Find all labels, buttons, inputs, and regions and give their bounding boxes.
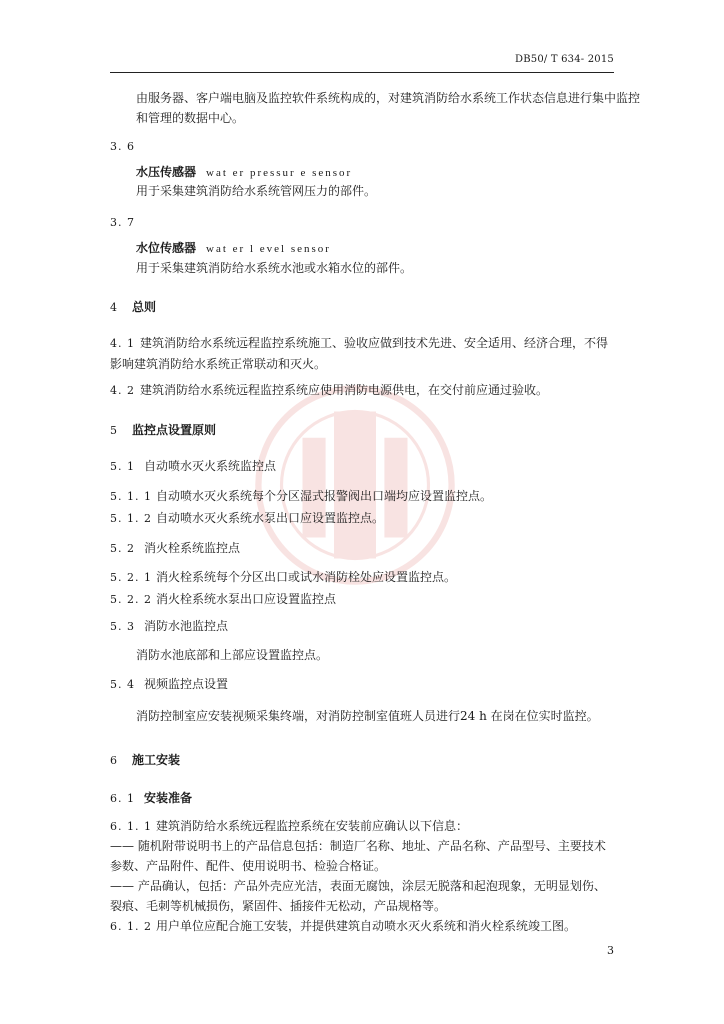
- clause-5-1-1-text: 自动喷水灭火系统每个分区湿式报警阀出口端均应设置监控点。: [156, 489, 493, 503]
- definition-3-7: 用于采集建筑消防给水系统水池或水箱水位的部件。: [136, 261, 413, 275]
- clause-5-4-body: 消防控制室应安装视频采集终端，对消防控制室值班人员进行24 h 在岗在位实时监控。: [136, 709, 599, 723]
- clause-4-1-text: 建筑消防给水系统远程监控系统施工、验收应做到技术先进、安全适用、经济合理，不得影响建筑消防给水系统正常联动和灭火。: [110, 336, 609, 371]
- clause-5-2-2-text: 消火栓系统水泵出口应设置监控点: [156, 592, 337, 606]
- document-code: DB50/ T 634- 2015: [515, 54, 614, 65]
- definition-3-6: 用于采集建筑消防给水系统管网压力的部件。: [136, 184, 377, 198]
- clause-number-4-1: 4. 1: [110, 337, 135, 350]
- clause-5-3-body: 消防水池底部和上部应设置监控点。: [136, 648, 329, 662]
- section-4-title: 总则: [132, 300, 157, 314]
- clause-number-6-1-1: 6. 1. 1: [110, 820, 152, 833]
- clause-number-5-1: 5. 1: [110, 460, 135, 473]
- clause-number-5-1-2: 5. 1. 2: [110, 512, 152, 525]
- clause-number-5-2: 5. 2: [110, 542, 135, 555]
- clause-5-4-title: 视频监控点设置: [144, 677, 229, 691]
- clause-number-5-2-2: 5. 2. 2: [110, 593, 152, 606]
- clause-number-5-2-1: 5. 2. 1: [110, 571, 152, 584]
- clause-6-1-2-text: 用户单位应配合施工安装，并提供建筑自动喷水灭火系统和消火栓系统竣工图。: [156, 919, 577, 933]
- clause-number-3-6: 3. 6: [110, 140, 135, 153]
- clause-number-3-7: 3. 7: [110, 216, 135, 229]
- clause-6-1-1-text: 建筑消防给水系统远程监控系统在安装前应确认以下信息：: [156, 819, 469, 833]
- term-3-6: 水压传感器: [136, 165, 197, 179]
- clause-number-5-4: 5. 4: [110, 678, 135, 691]
- term-3-7: 水位传感器: [136, 241, 197, 255]
- clause-5-1-title: 自动喷水灭火系统监控点: [144, 459, 277, 473]
- section-6-title: 施工安装: [132, 753, 181, 767]
- clause-5-2-1-text: 消火栓系统每个分区出口或试水消防栓处应设置监控点。: [156, 570, 457, 584]
- clause-5-1-2-text: 自动喷水灭火系统水泵出口应设置监控点。: [156, 511, 385, 525]
- term-3-6-english: wat er pressur e sensor: [206, 167, 353, 179]
- page-number: 3: [607, 944, 614, 957]
- clause-6-1-title: 安装准备: [144, 791, 193, 805]
- section-5-number: 5: [110, 424, 118, 437]
- definition-3-5-body: 由服务器、客户端电脑及监控软件系统构成的，对建筑消防给水系统工作状态信息进行集中监控和管理的数据中心。: [136, 91, 641, 125]
- section-4-number: 4: [110, 301, 118, 314]
- clause-6-1-1-item-1: —— 随机附带说明书上的产品信息包括：制造厂名称、地址、产品名称、产品型号、主要技术参数、产品附件、配件、使用说明书、检验合格证。: [110, 839, 606, 873]
- clause-number-5-3: 5. 3: [110, 620, 135, 633]
- clause-4-2-text: 建筑消防给水系统远程监控系统应使用消防电源供电，在交付前应通过验收。: [140, 383, 549, 397]
- term-3-7-english: wat er l evel sensor: [206, 243, 331, 255]
- header-divider: [110, 72, 614, 73]
- section-5-title: 监控点设置原则: [132, 423, 217, 437]
- clause-6-1-1-item-2: —— 产品确认，包括：产品外壳应光洁，表面无腐蚀，涂层无脱落和起泡现象，无明显划伤、裂痕、毛刺等机械损伤，紧固件、插接件无松动，产品规格等。: [110, 879, 606, 913]
- clause-number-6-1: 6. 1: [110, 792, 135, 805]
- clause-5-2-title: 消火栓系统监控点: [144, 541, 241, 555]
- clause-5-3-title: 消防水池监控点: [144, 619, 229, 633]
- clause-number-6-1-2: 6. 1. 2: [110, 920, 152, 933]
- clause-number-4-2: 4. 2: [110, 384, 135, 397]
- clause-number-5-1-1: 5. 1. 1: [110, 490, 152, 503]
- section-6-number: 6: [110, 754, 118, 767]
